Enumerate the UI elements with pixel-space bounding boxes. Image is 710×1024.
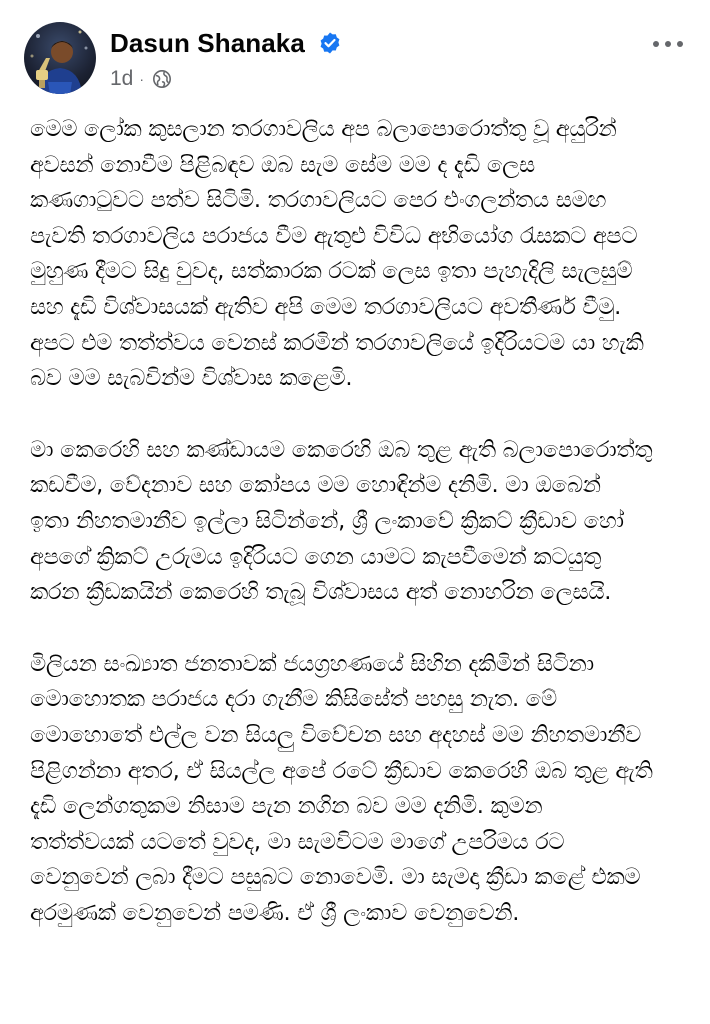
text-line: අපට එම තත්ත්වය වෙනස් කරමින් තරගාවලියේ ඉදිරියටම යා හැකි [30, 329, 644, 356]
text-line: අවසන් නොවීම පිළිබඳව ඔබ සැම සේම මම ද දැඩි ලෙස [30, 151, 535, 178]
post-paragraph [30, 112, 690, 397]
verified-badge-icon [318, 31, 342, 55]
text-line: කණගාටුවට පත්ව සිටිමි. තරගාවලියට පෙර එංගලන්තය සමඟ [30, 187, 607, 214]
text-line: මිලියන සංඛ්‍යාත ජනතාවක් ජයග්‍රහණයේ සිහින දකිමින් සිටිනා [30, 650, 594, 677]
text-line: බව මම සැබවින්ම විශ්වාස කළෙමි. [30, 365, 353, 392]
post-meta [110, 66, 172, 92]
text-line: කරන ක්‍රීඩකයින් කෙරෙහි තැබූ විශ්වාසය අත් නොහරින ලෙසයි. [30, 579, 612, 606]
post-header [0, 0, 710, 105]
post-body [30, 112, 690, 931]
text-line: දැඩි ලෙන්ගතුකම නිසාම පැන නගින බව මම දනිමි. කුමන [30, 793, 543, 820]
post-time[interactable]: 1d [110, 67, 134, 90]
author-name[interactable]: Dasun Shanaka [110, 28, 305, 58]
text-line: අරමුණක් වෙනුවෙන් පමණි. ඒ ශ්‍රී ලංකාව වෙනුවෙනි. [30, 899, 520, 926]
text-line: මෙම ලෝක කුසලාන තරගාවලිය අප බලාපොරොත්තු වූ අයුරින් [30, 116, 617, 142]
post-paragraph [30, 433, 690, 611]
more-options-icon[interactable] [648, 34, 688, 54]
text-line: මොහොතේ එල්ල වන සියලු විවේචන සහ අදහස් මම නිහතමානීව [30, 721, 641, 748]
text-line: ඉතා නිහතමානීව ඉල්ලා සිටින්නේ, ශ්‍රී ලංකාවේ ක්‍රිකට් ක්‍රීඩාව හෝ [30, 507, 624, 534]
text-line: මොහොතක පරාජය දරා ගැනීම කිසිසේත් පහසු නැත. මේ [30, 686, 557, 713]
globe-icon[interactable] [152, 69, 172, 89]
text-line: අපගේ ක්‍රිකට් උරුමය ඉදිරියට ගෙන යාමට කැපවීමෙන් කටයුතු [30, 543, 602, 570]
text-line: පැවති තරගාවලිය පරාජය වීම ඇතුළු විවිධ අභියෝග රැසකට අපට [30, 222, 638, 249]
text-line: කඩවීම, වේදනාව සහ කෝපය මම හොඳින්ම දනිමි. මා ඔබෙන් [30, 472, 601, 499]
text-line: මුහුණ දීමට සිදු වුවද, සත්කාරක රටක් ලෙස ඉතා පැහැදිලි සැලසුම් [30, 258, 633, 285]
text-line: වෙනුවෙන් ලබා දීමට පසුබට නොවෙමි. මා සැමදා ක්‍රීඩා කළේ එකම [30, 864, 641, 891]
text-line: තත්ත්වයක් යටතේ වුවද, මා සැමවිටම මාගේ උපරිමය රට [30, 828, 565, 855]
post-paragraph [30, 647, 690, 932]
text-line: පිළිගන්නා අතර, ඒ සියල්ල අපේ රටේ ක්‍රීඩාව කෙරෙහි ඔබ තුළ ඇති [30, 757, 653, 784]
avatar-image [24, 22, 96, 94]
author-avatar[interactable] [24, 22, 96, 94]
text-line: මා කෙරෙහි සහ කණ්ඩායම කෙරෙහි ඔබ තුළ ඇති බලාපොරොත්තු [30, 436, 653, 463]
text-line: සහ දැඩි විශ්වාසයක් ඇතිව අපි මෙම තරගාවලියට අවතීර්ණ වීමු. [30, 293, 622, 320]
meta-separator: · [139, 71, 145, 87]
